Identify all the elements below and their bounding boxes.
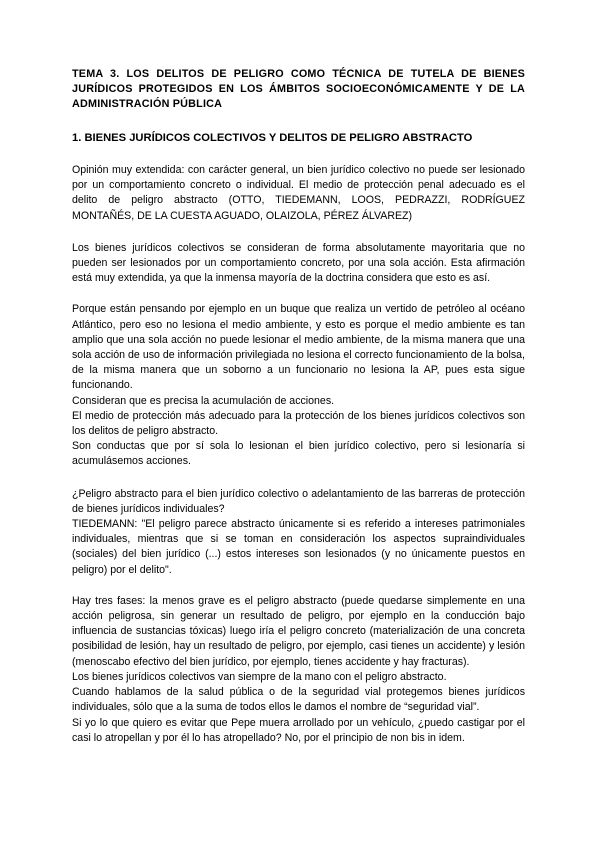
paragraph-conducts: Son conductas que por sí sola lo lesionan el bien jurídico colectivo, pero si lesionaría si acumulásemos acciones. [72,440,525,468]
paragraph-collective-goods: Los bienes jurídicos colectivos se consideran de forma absolutamente mayoritaria que no pueden ser lesionados por un comportamiento concreto, por una sola acción. Esta afirmación está muy extendida, ya que la inmensa mayoría de la doctrina considera que esto es así. [72,241,525,285]
document-page [72,67,525,746]
paragraph-example: Porque están pensando por ejemplo en un buque que realiza un vertido de petróleo al océano Atlántico, pero eso no lesiona el medio ambiente, y esto es porque el medio ambiente es tan amplio que una sola acción no puede lesionar el medio ambiente, de la misma manera que una sola acción de uso de información privilegiada no lesiona el correcto funcionamiento de la bolsa, de la misma manera que un soborno a un funcionario no lesiona la AP, pues esta sigue funcionando. [72,303,525,392]
paragraph-non-bis-in-idem: Si yo lo que quiero es evitar que Pepe muera arrollado por un vehículo, ¿puedo castigar por el casi lo atropellan y por él lo has atropellado? No, por el principio de non bis in idem. [72,716,525,744]
section-heading: 1. BIENES JURÍDICOS COLECTIVOS Y DELITOS DE PELIGRO ABSTRACTO [72,132,473,144]
paragraph-tiedemann-quote: TIEDEMANN: "El peligro parece abstracto únicamente si es referido a intereses patrimoniales individuales, mientras que si se toman en consideración los aspectos supraindividuales (sociales) del bien jurídico (...) estos intereses son lesionados (y no únicamente puestos en peligro) por el delito". [72,518,525,576]
paragraph-abstract-danger: Los bienes jurídicos colectivos van siempre de la mano con el peligro abstracto. [72,670,447,683]
paragraph-accumulation: Consideran que es precisa la acumulación de acciones. [72,394,335,407]
document-title: TEMA 3. LOS DELITOS DE PELIGRO COMO TÉCNICA DE TUTELA DE BIENES JURÍDICOS PROTEGIDOS EN LOS ÁMBITOS SOCIOECONÓMICAMENTE Y DE LA ADMINISTRACIÓN PÚBLICA [72,68,525,110]
paragraph-protection-means: El medio de protección más adecuado para la protección de los bienes jurídicos colectivos son los delitos de peligro abstracto. [72,409,525,438]
paragraph-opinion: Opinión muy extendida: con carácter general, un bien jurídico colectivo no puede ser lesionado por un comportamiento concreto o individual. El medio de protección penal adecuado es el delito de peligro abstracto (OTTO, TIEDEMANN, LOOS, PEDRAZZI, RODRÍGUEZ MONTAÑÉS, DE LA CUESTA AGUADO, OLAIZOLA, PÉREZ ÁLVAREZ) [72,164,525,222]
paragraph-question: ¿Peligro abstracto para el bien jurídico colectivo o adelantamiento de las barreras de protección de bienes jurídicos individuales? [72,487,525,515]
paragraph-three-phases: Hay tres fases: la menos grave es el peligro abstracto (puede quedarse simplemente en una acción peligrosa, sin generar un resultado de peligro, por ejemplo en la conducción bajo influencia de sustancias tóxicas) luego iría el peligro concreto (materialización de una concreta posibilidad de lesión, hay un resultado de peligro, por ejemplo, casi tienes un accidente) y lesión (menoscabo efectivo del bien jurídico, por ejemplo, tienes accidente y hay fracturas). [72,594,525,668]
paragraph-public-health: Cuando hablamos de la salud pública o de la seguridad vial protegemos bienes jurídicos individuales, sólo que a la suma de todos ellos le damos el nombre de “seguridad vial”. [72,686,525,714]
